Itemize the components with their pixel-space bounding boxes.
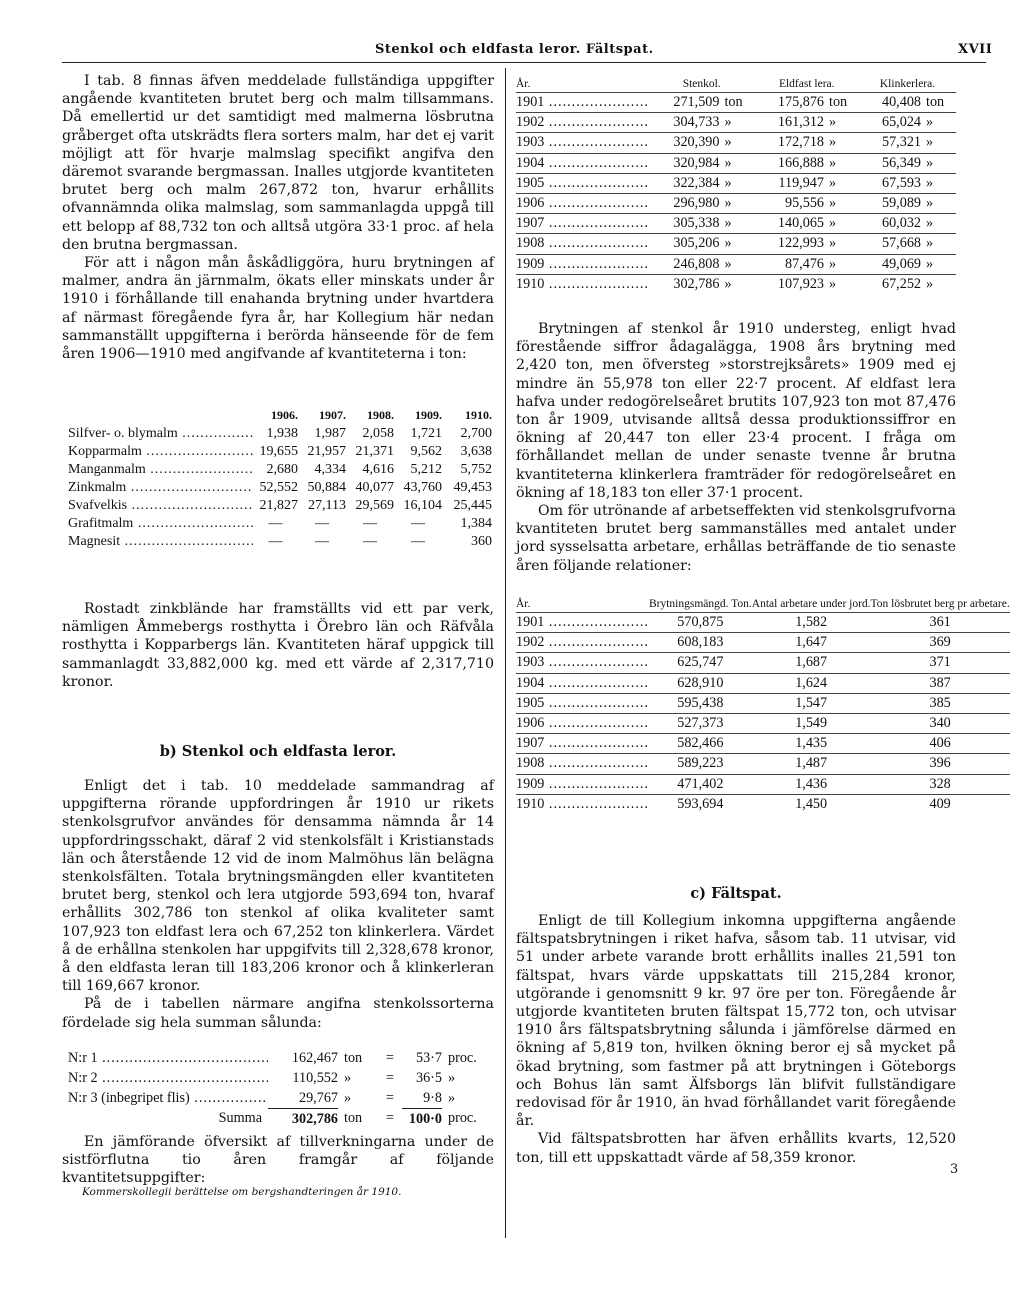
ore-row-label: Grafitmalm ..... xyxy=(68,515,253,533)
ore-cell: — xyxy=(315,534,329,549)
coal-col-eldfast: Eldfast lera. xyxy=(778,78,835,90)
coal-col-year: År. xyxy=(516,78,531,90)
coal-value: 172,718 xyxy=(754,133,824,153)
work-value: 387 xyxy=(871,673,1010,693)
coal-value: 107,923 xyxy=(754,274,824,294)
sum-percent-unit: proc. xyxy=(448,1110,477,1127)
column-divider xyxy=(505,68,506,1238)
coal-value: 305,338 xyxy=(649,214,720,234)
work-value: 625,747 xyxy=(649,653,752,673)
work-value: 396 xyxy=(871,754,1010,774)
coal-unit: » xyxy=(921,214,956,234)
ore-row-label: Magnesit ..... xyxy=(68,533,253,551)
coal-unit: » xyxy=(824,274,859,294)
ore-cell: 43,760 xyxy=(403,480,442,495)
right-paragraph-2: Om för utrönande af arbetseffekten vid stenkolsgrufvorna kvantiteten brutet berg sammanställes med antalet under jord sysselsatta arbetare, erhållas beträffande de tio senaste åren följande relationer: xyxy=(516,503,956,574)
ore-row-label: Zinkmalm ..... xyxy=(68,479,253,497)
ore-cell: — xyxy=(363,534,377,549)
work-value: 1,549 xyxy=(752,713,871,733)
ore-cell: 9,562 xyxy=(410,444,442,459)
coal-sort-value: 162,467 xyxy=(291,1049,338,1066)
work-value: 582,466 xyxy=(649,734,752,754)
coal-value: 140,065 xyxy=(754,214,824,234)
coal-unit: » xyxy=(824,173,859,193)
coal-unit: » xyxy=(719,274,754,294)
section-c-heading: c) Fältspat. xyxy=(690,885,782,902)
coal-sort-pct: 9·8 xyxy=(423,1089,442,1106)
coal-sort-pu: » xyxy=(448,1089,456,1106)
work-value: 1,582 xyxy=(752,613,871,633)
coal-sort-value: 110,552 xyxy=(292,1069,338,1086)
ore-row-label: Silfver- o. blymalm ..... xyxy=(68,425,253,443)
work-year: 1910 ..... xyxy=(516,794,649,814)
work-value: 589,223 xyxy=(649,754,752,774)
coal-table-row xyxy=(516,133,956,153)
coal-value: 175,876 xyxy=(754,93,824,113)
ore-table-row xyxy=(68,425,492,443)
coal-unit: » xyxy=(921,133,956,153)
ore-cell: 3,638 xyxy=(460,444,492,459)
coal-year: 1904 ..... xyxy=(516,153,649,173)
ore-year-header: 1907. xyxy=(319,407,346,422)
coal-value: 57,668 xyxy=(859,234,921,254)
ore-table-row xyxy=(68,533,492,551)
right-paragraph-4: Vid fältspatsbrotten har äfven erhållits kvarts, 12,520 ton, till ett uppskattadt värde af 58,359 kronor. xyxy=(516,1131,956,1166)
sum-percent: 100·0 xyxy=(402,1109,442,1130)
coal-unit: » xyxy=(719,113,754,133)
header-rule xyxy=(62,62,986,63)
coal-table-row xyxy=(516,93,956,113)
coal-unit: » xyxy=(719,214,754,234)
ore-cell: 5,212 xyxy=(410,462,442,477)
ore-cell: 16,104 xyxy=(403,498,442,513)
coal-sort-eq: = xyxy=(385,1049,394,1066)
ore-table-row xyxy=(68,497,492,515)
left-paragraph-4: Enligt det i tab. 10 meddelade sammandrag af uppgifterna rörande uppfordringen år 1910 ur rikets stenkolsgrufvor användes för densamma nämnda år 14 uppfordringsschakt, däraf 2 vid stenkolsfält i Kristianstads län och återstående 12 vid de inom Malmöhus län belägna stenkolsfälten. Totala brytningsmängden eller kvantiteten brutet berg, stenkol och lera utgjorde 593,694 ton, hvaraf erhållits 302,786 ton stenkol af olika kvaliteter samt 107,923 ton eldfast lera och 67,252 ton klinkerlera. Värdet å de erhållna stenkolen har uppgifvits till 2,328,678 kronor, å den eldfasta leran till 183,206 kronor och å klinkerleran till 169,667 kronor. xyxy=(62,778,494,995)
coal-sort-row xyxy=(68,1088,494,1109)
sum-row xyxy=(68,1109,494,1130)
coal-value: 87,476 xyxy=(754,254,824,274)
coal-table-row xyxy=(516,113,956,133)
left-paragraph-5: På de i tabellen närmare angifna stenkolssorterna fördelade sig hela summan sålunda: xyxy=(62,996,494,1031)
coal-unit: ton xyxy=(719,93,754,113)
left-paragraph-6: En jämförande öfversikt af tillverkningarna under de sistförflutna tio åren framgår af följande kvantitetsuppgifter: xyxy=(62,1134,494,1187)
coal-year: 1910 ..... xyxy=(516,274,649,294)
coal-year: 1906 ..... xyxy=(516,193,649,213)
ore-cell: — xyxy=(268,516,283,531)
work-value: 371 xyxy=(871,653,1010,673)
ore-year-header: 1908. xyxy=(367,407,394,422)
work-value: 527,373 xyxy=(649,713,752,733)
work-col-ton-per-arbetare: Ton lösbrutet berg pr arbetare. xyxy=(870,598,1010,610)
ore-cell: 2,680 xyxy=(266,462,298,477)
coal-table-row xyxy=(516,214,956,234)
coal-table-row xyxy=(516,193,956,213)
ore-table xyxy=(68,405,492,551)
coal-sort-pu: » xyxy=(448,1069,456,1086)
coal-col-klinker: Klinkerlera. xyxy=(879,78,936,90)
coal-value: 119,947 xyxy=(754,173,824,193)
coal-value: 322,384 xyxy=(649,173,720,193)
coal-value: 271,509 xyxy=(649,93,720,113)
ore-cell: 52,552 xyxy=(259,480,298,495)
coal-unit: » xyxy=(824,254,859,274)
ore-cell: 29,569 xyxy=(355,498,394,513)
ore-cell: 21,371 xyxy=(355,444,394,459)
coal-year: 1902 ..... xyxy=(516,113,649,133)
coal-value: 296,980 xyxy=(649,193,720,213)
ore-cell: 2,058 xyxy=(362,426,394,441)
ore-cell: 5,752 xyxy=(460,462,492,477)
coal-unit: » xyxy=(719,234,754,254)
ore-cell: 1,384 xyxy=(460,516,492,531)
work-table-row xyxy=(516,693,1010,713)
work-table-row xyxy=(516,713,1010,733)
page-roman-numeral: XVII xyxy=(958,42,993,57)
work-value: 1,435 xyxy=(752,734,871,754)
coal-value: 60,032 xyxy=(859,214,921,234)
coal-unit: » xyxy=(719,254,754,274)
work-table-row xyxy=(516,754,1010,774)
work-table-row xyxy=(516,653,1010,673)
work-value: 385 xyxy=(871,693,1010,713)
work-table-row xyxy=(516,774,1010,794)
ore-year-header: 1910. xyxy=(465,407,492,422)
coal-unit: » xyxy=(824,214,859,234)
work-value: 340 xyxy=(871,713,1010,733)
work-value: 328 xyxy=(871,774,1010,794)
coal-value: 320,984 xyxy=(649,153,720,173)
coal-sort-unit: ton xyxy=(344,1049,363,1066)
coal-sort-unit: » xyxy=(344,1089,352,1106)
coal-sort-row xyxy=(68,1048,494,1068)
coal-unit: » xyxy=(921,254,956,274)
work-year: 1908 ..... xyxy=(516,754,649,774)
coal-value: 95,556 xyxy=(754,193,824,213)
coal-value: 67,252 xyxy=(859,274,921,294)
coal-unit: » xyxy=(719,193,754,213)
ore-cell: 4,334 xyxy=(314,462,346,477)
coal-value: 40,408 xyxy=(859,93,921,113)
work-value: 1,436 xyxy=(752,774,871,794)
ore-cell: 40,077 xyxy=(355,480,394,495)
coal-unit: ton xyxy=(921,93,956,113)
coal-unit: » xyxy=(921,173,956,193)
coal-production-table xyxy=(516,78,956,294)
coal-sort-pct: 36·5 xyxy=(415,1069,442,1086)
work-value: 406 xyxy=(871,734,1010,754)
ore-cell: — xyxy=(363,516,377,531)
work-value: 1,647 xyxy=(752,633,871,653)
ore-cell: 1,987 xyxy=(314,426,346,441)
work-table-row xyxy=(516,633,1010,653)
work-value: 1,547 xyxy=(752,693,871,713)
sum-value: 302,786 xyxy=(268,1109,338,1130)
ore-cell: 49,453 xyxy=(453,480,492,495)
coal-sort-label: N:r 2 ..... xyxy=(68,1068,268,1088)
footer-source: Kommerskollegii berättelse om bergshandteringen år 1910. xyxy=(82,1186,402,1198)
coal-value: 302,786 xyxy=(649,274,720,294)
ore-cell: — xyxy=(315,516,329,531)
work-value: 1,450 xyxy=(752,794,871,814)
work-table-row xyxy=(516,734,1010,754)
work-year: 1901 ..... xyxy=(516,613,649,633)
coal-year: 1901 ..... xyxy=(516,93,649,113)
ore-cell: 360 xyxy=(471,534,492,549)
ore-cell: 21,957 xyxy=(307,444,346,459)
work-col-brytning: Brytningsmängd. Ton. xyxy=(648,598,752,610)
ore-cell: 50,884 xyxy=(307,480,346,495)
ore-row-label: Manganmalm ..... xyxy=(68,461,253,479)
coal-sort-value: 29,767 xyxy=(298,1089,338,1106)
coal-value: 166,888 xyxy=(754,153,824,173)
coal-value: 56,349 xyxy=(859,153,921,173)
ore-table-row xyxy=(68,443,492,461)
work-value: 1,487 xyxy=(752,754,871,774)
coal-unit: » xyxy=(719,153,754,173)
coal-value: 57,321 xyxy=(859,133,921,153)
coal-value: 59,089 xyxy=(859,193,921,213)
coal-sort-label: N:r 3 (inbegripet flis) ..... xyxy=(68,1088,268,1109)
coal-value: 49,069 xyxy=(859,254,921,274)
coal-unit: » xyxy=(824,113,859,133)
coal-unit: » xyxy=(824,193,859,213)
work-col-arbetare: Antal arbetare under jord. xyxy=(751,598,871,610)
coal-year: 1908 ..... xyxy=(516,234,649,254)
work-year: 1907 ..... xyxy=(516,734,649,754)
ore-cell: 1,938 xyxy=(266,426,298,441)
coal-unit: » xyxy=(824,133,859,153)
page-number: 3 xyxy=(950,1162,959,1177)
work-value: 1,624 xyxy=(752,673,871,693)
work-year: 1905 ..... xyxy=(516,693,649,713)
work-year: 1903 ..... xyxy=(516,653,649,673)
running-header: Stenkol och eldfasta leror. Fältspat. xyxy=(375,42,654,57)
coal-unit: » xyxy=(921,234,956,254)
coal-unit: » xyxy=(719,133,754,153)
coal-year: 1903 ..... xyxy=(516,133,649,153)
work-table-row xyxy=(516,613,1010,633)
section-b-heading: b) Stenkol och eldfasta leror. xyxy=(159,743,397,760)
work-year: 1906 ..... xyxy=(516,713,649,733)
right-paragraph-1: Brytningen af stenkol år 1910 understeg, enligt hvad förestående siffror ådagalägga, 1908 års brytning med 2,420 ton, men öfversteg »storstrejksårets» 1909 med ej mindre än 55,978 ton eller 22·7 procent. Af eldfast lera hafva under redogörelseåret brutits 107,923 ton mot 87,476 ton år 1909, utvisande alltså dessa produktionssiffror en ökning af 20,447 ton eller 23·4 procent. I fråga om förhållandet mellan de under senaste tvenne år brutna kvantiteterna klinkerlera framträder för redogörelseåret en ökning af 18,183 ton eller 37·1 procent. xyxy=(516,321,956,501)
coal-value: 67,593 xyxy=(859,173,921,193)
coal-sort-label: N:r 1 ..... xyxy=(68,1048,268,1068)
ore-table-row xyxy=(68,515,492,533)
coal-unit: » xyxy=(824,234,859,254)
ore-cell: — xyxy=(268,534,283,549)
ore-cell: — xyxy=(411,534,425,549)
coal-sort-pu: proc. xyxy=(448,1049,477,1066)
work-value: 471,402 xyxy=(649,774,752,794)
ore-cell: 27,113 xyxy=(308,498,346,513)
coal-value: 161,312 xyxy=(754,113,824,133)
coal-sort-eq: = xyxy=(385,1069,394,1086)
work-value: 628,910 xyxy=(649,673,752,693)
ore-cell: 1,721 xyxy=(410,426,442,441)
coal-sort-eq: = xyxy=(385,1089,394,1106)
coal-table-row xyxy=(516,173,956,193)
coal-col-stenkol: Stenkol. xyxy=(682,78,721,90)
work-value: 369 xyxy=(871,633,1010,653)
coal-unit: » xyxy=(921,113,956,133)
coal-unit: » xyxy=(719,173,754,193)
sum-unit: ton xyxy=(344,1110,363,1127)
work-effect-table xyxy=(516,598,1010,814)
work-year: 1902 ..... xyxy=(516,633,649,653)
ore-cell: 19,655 xyxy=(259,444,298,459)
ore-year-header: 1906. xyxy=(271,407,298,422)
work-year: 1909 ..... xyxy=(516,774,649,794)
coal-sort-row xyxy=(68,1068,494,1088)
work-value: 595,438 xyxy=(649,693,752,713)
work-year: 1904 ..... xyxy=(516,673,649,693)
work-col-year: År. xyxy=(516,598,531,610)
ore-table-row xyxy=(68,461,492,479)
work-value: 593,694 xyxy=(649,794,752,814)
coal-sorts-table xyxy=(68,1048,494,1129)
coal-value: 122,993 xyxy=(754,234,824,254)
ore-year-header: 1909. xyxy=(415,407,442,422)
work-table-row xyxy=(516,673,1010,693)
coal-year: 1909 ..... xyxy=(516,254,649,274)
work-value: 1,687 xyxy=(752,653,871,673)
ore-cell: 21,827 xyxy=(259,498,298,513)
left-paragraph-3: Rostadt zinkblände har framställts vid ett par verk, nämligen Åmmebergs rosthytta i Örebro län och Räfvåla rosthytta i Kopparbergs län. Kvantiteten häraf uppgick till sammanlagdt 33,882,000 kg. med ett värde af 2,317,710 kronor. xyxy=(62,601,494,690)
coal-unit: ton xyxy=(824,93,859,113)
ore-cell: 25,445 xyxy=(453,498,492,513)
left-paragraph-1: I tab. 8 finnas äfven meddelade fullständiga uppgifter angående kvantiteten brutet berg och malm tillsammans. Då emellertid ur det samtidigt med malmerna lösbrutna gråberget ofta utskrädts flera sorters malm, har det ej varit möjligt att för hvarje malmslag specifikt angifva den däremot svarande bergmassan. Inalles utgjorde kvantiteten brutet berg och malm 267,872 ton, hvarur erhållits ofvannämnda olika malmslag, som sammanlagda uppgå till ett belopp af 88,732 ton och alltså utgöra 33·1 proc. af hela den brutna bergmassan. xyxy=(62,73,494,253)
coal-unit: » xyxy=(921,193,956,213)
coal-value: 246,808 xyxy=(649,254,720,274)
work-value: 608,183 xyxy=(649,633,752,653)
ore-cell: 4,616 xyxy=(362,462,394,477)
coal-table-row xyxy=(516,274,956,294)
coal-unit: » xyxy=(824,153,859,173)
coal-sort-unit: » xyxy=(344,1069,352,1086)
ore-cell: — xyxy=(411,516,425,531)
coal-unit: » xyxy=(921,274,956,294)
coal-sort-pct: 53·7 xyxy=(415,1049,442,1066)
coal-unit: » xyxy=(921,153,956,173)
coal-year: 1905 ..... xyxy=(516,173,649,193)
work-value: 361 xyxy=(871,613,1010,633)
ore-table-row xyxy=(68,479,492,497)
left-paragraph-2: För att i någon mån åskådliggöra, huru brytningen af malmer, andra än järnmalm, ökats eller minskats under år 1910 i förhållande till enahanda brytning under hvartdera af närmast föregående fyra år, har Kollegium här nedan sammanställt uppgifterna i berörda hänseende för de fem åren 1906—1910 med angifvande af kvantiteterna i ton: xyxy=(62,255,494,363)
coal-value: 304,733 xyxy=(649,113,720,133)
coal-value: 65,024 xyxy=(859,113,921,133)
coal-table-row xyxy=(516,234,956,254)
coal-table-row xyxy=(516,254,956,274)
ore-row-label: Kopparmalm ..... xyxy=(68,443,253,461)
work-value: 409 xyxy=(871,794,1010,814)
coal-value: 320,390 xyxy=(649,133,720,153)
coal-year: 1907 ..... xyxy=(516,214,649,234)
ore-cell: 2,700 xyxy=(460,426,492,441)
coal-value: 305,206 xyxy=(649,234,720,254)
work-value: 570,875 xyxy=(649,613,752,633)
sum-eq: = xyxy=(385,1110,394,1127)
coal-table-row xyxy=(516,153,956,173)
ore-row-label: Svafvelkis ..... xyxy=(68,497,253,515)
sum-label: Summa xyxy=(218,1110,262,1127)
right-paragraph-3: Enligt de till Kollegium inkomna uppgifterna angående fältspatsbrytningen i riket hafva, såsom tab. 11 utvisar, vid 51 under arbete varande brott erhållits inalles 21,591 ton fältspat, hvars värde uppskattats till 215,284 kronor, utgörande i genomsnitt 9 kr. 97 öre per ton. Föregående år utgjorde kvantiteten bruten fältspat 15,772 ton, och utvisar 1910 års fältspatsbrytning sålunda i jämförelse därmed en ökning af 5,819 ton, hvilken ökning beror ej så mycket på ökad brytning, som fastmer på att brytningen i Göteborgs och Bohus län samt Älfsborgs län blifvit fullständigare redovisad för år 1910, än hvad förhållandet varit föregående år. xyxy=(516,913,956,1130)
work-table-row xyxy=(516,794,1010,814)
